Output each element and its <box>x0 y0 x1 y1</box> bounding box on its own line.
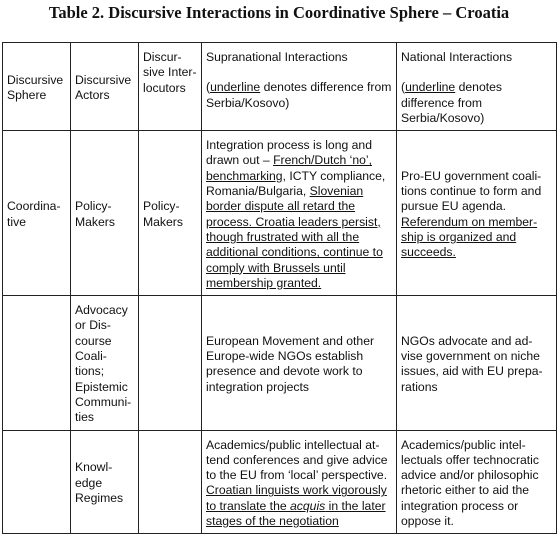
national-note: (underline denotes difference from Serbia/Kosovo) <box>401 80 502 125</box>
national-underlined-text: Referendum on member- ship is organized and succeeds. <box>401 214 538 260</box>
sphere-cell <box>3 296 71 430</box>
header-supranational-interactions <box>202 43 397 131</box>
supranational-underlined-text: in the later stages of the negotiation <box>206 498 386 529</box>
table-title: Table 2. Discursive Interactions in Coordinative Sphere – Croatia <box>48 3 510 22</box>
supranational-note: (underline denotes difference from Serbia/Kosovo) <box>206 80 392 110</box>
supranational-heading: Supranational Interactions <box>206 50 348 64</box>
header-discursive-sphere: Discursive Sphere <box>3 43 71 131</box>
sphere-cell <box>3 430 71 534</box>
supranational-text: Academics/public intellectual at- tend conferences and give advice to the EU from ‘local’ perspective. <box>206 437 388 483</box>
supranational-text: Integration process is long and drawn out – <box>206 138 372 168</box>
actor-cell: Knowl- edge Regimes <box>71 430 139 534</box>
supranational-underlined-text: French/Dutch ‘no’, benchmarking <box>206 153 372 183</box>
supranational-cell <box>202 430 397 534</box>
supranational-underlined-italic: acquis <box>290 498 326 513</box>
table-row <box>3 296 557 430</box>
actor-cell: Advocacy or Dis- course Coali- tions; Epistemic Communi- ties <box>71 296 139 430</box>
table-row <box>3 430 557 534</box>
national-note-text: denotes difference from Serbia/Kosovo) <box>401 80 502 125</box>
interlocutor-cell: Policy- Makers <box>139 131 202 296</box>
sphere-cell: Coordina- tive <box>3 131 71 296</box>
supranational-cell <box>202 131 397 296</box>
supranational-text: , ICTY compliance, Romania/Bulgaria, <box>206 168 386 199</box>
supranational-note-underline: underline <box>210 80 261 95</box>
header-discursive-actors: Discursive Actors <box>71 43 139 131</box>
national-cell: Academics/public intel- lectuals offer technocratic advice and/or philosophic rhetoric either to aid the integration process or oppose it. <box>397 430 557 534</box>
interlocutor-cell <box>139 430 202 534</box>
national-cell <box>397 131 557 296</box>
discursive-interactions-table <box>2 42 557 534</box>
header-national-interactions <box>397 43 557 131</box>
supranational-underlined-text: Slovenian border dispute all retard the process. Croatia leaders persist, though frustrated with all the additional conditions, continue to comply with Brussels until membership granted. <box>206 184 383 290</box>
supranational-note-text: denotes difference from Serbia/Kosovo) <box>206 80 392 110</box>
national-note-underline: underline <box>405 80 456 95</box>
header-discursive-interlocutors: Discur- sive Inter- locutors <box>139 43 202 131</box>
national-heading: National Interactions <box>401 50 513 64</box>
actor-cell: Policy- Makers <box>71 131 139 296</box>
header-row <box>3 43 557 131</box>
supranational-underlined-text: Croatian linguists work vigorously to translate the <box>206 483 387 513</box>
table-row <box>3 131 557 296</box>
national-text: Pro-EU government coali- tions continue to form and pursue EU agenda. <box>401 168 542 214</box>
interlocutor-cell <box>139 296 202 430</box>
national-cell: NGOs advocate and ad- vise government on niche issues, aid with EU prepa- rations <box>397 296 557 430</box>
supranational-cell: European Movement and other Europe-wide NGOs establish presence and devote work to integration projects <box>202 296 397 430</box>
